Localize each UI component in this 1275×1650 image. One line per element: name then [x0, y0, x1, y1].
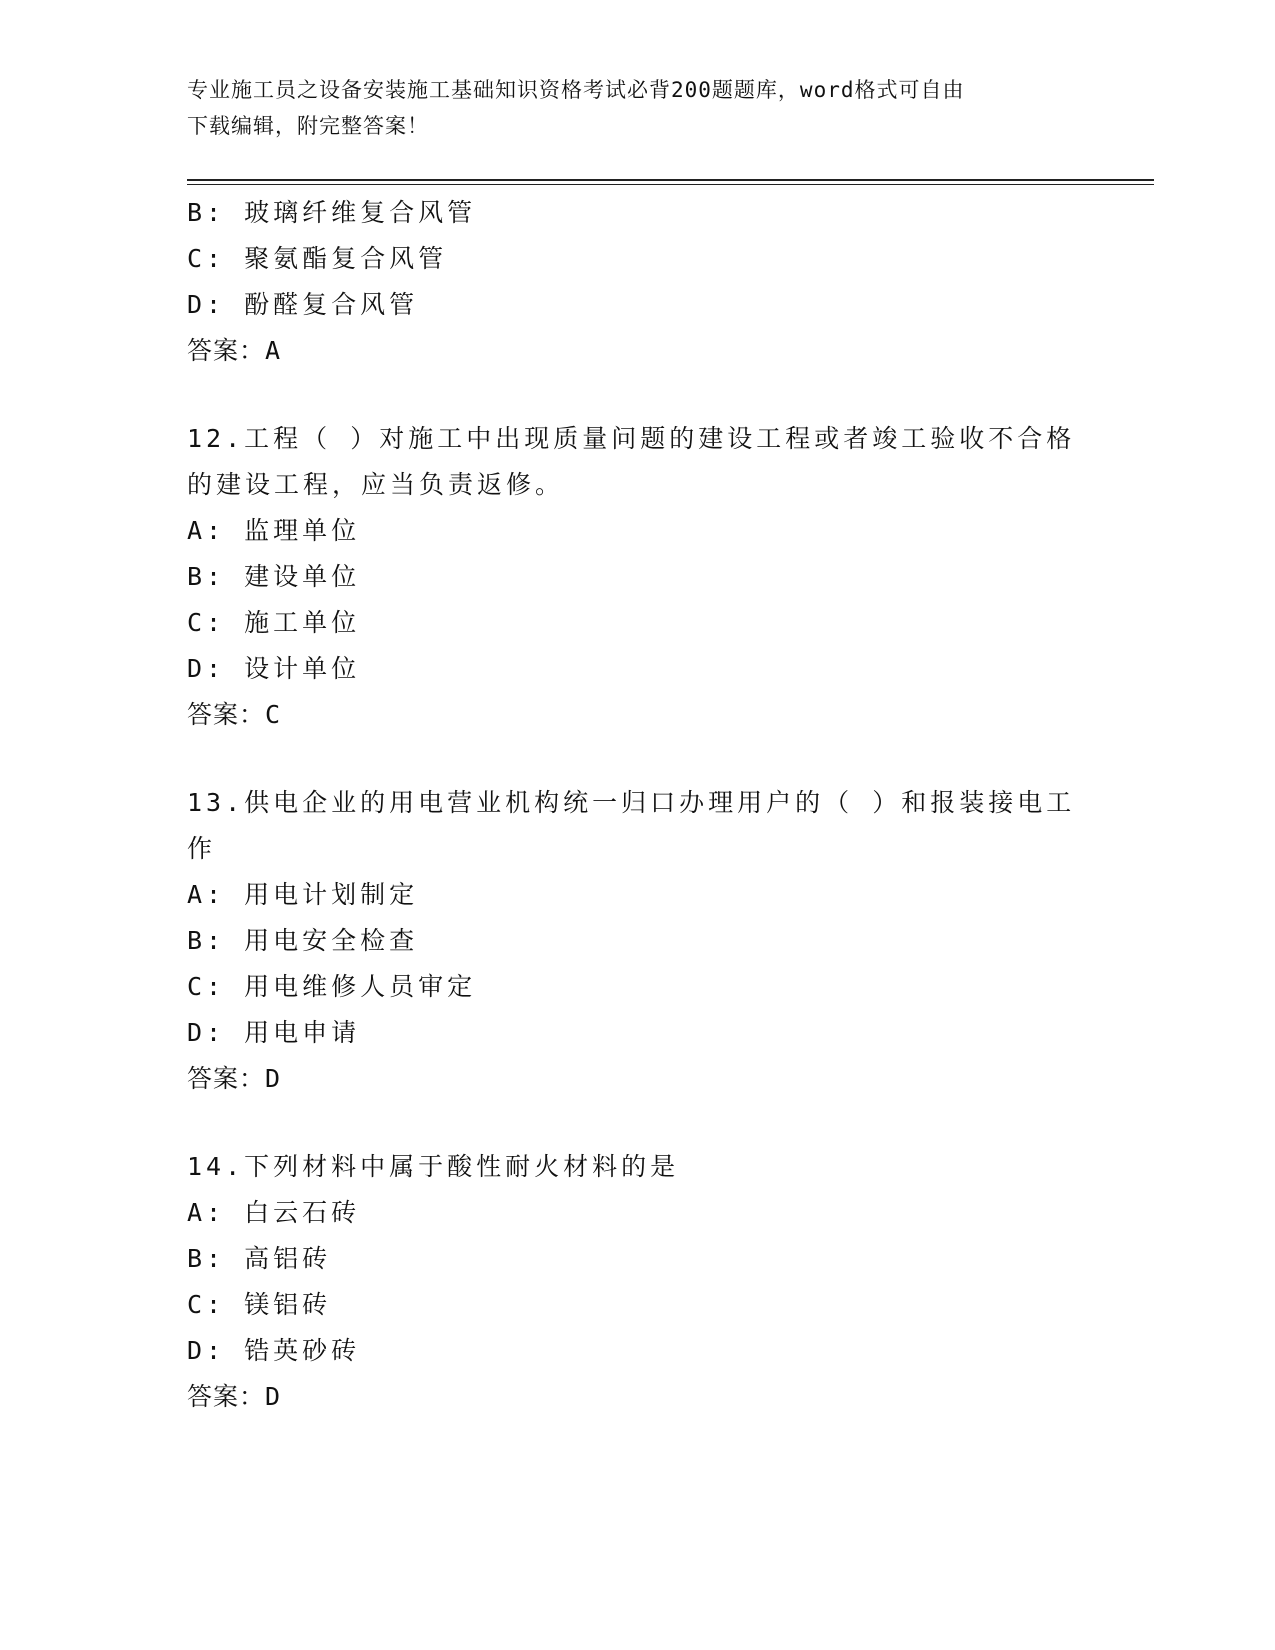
option-letter: C: [187, 972, 226, 1001]
answer-value: C [265, 700, 282, 729]
answer-label: 答案： [187, 1064, 266, 1093]
answer-row [187, 692, 1087, 738]
option-letter: B: [187, 1244, 226, 1273]
question-stem-line: 12.工程（ ）对施工中出现质量问题的建设工程或者竣工验收不合格 [187, 424, 1076, 453]
option-row [187, 1236, 1087, 1282]
question-13 [187, 780, 1087, 1102]
option-text: 锆英砂砖 [244, 1336, 361, 1365]
option-letter: B: [187, 926, 226, 955]
option-text: 监理单位 [244, 516, 361, 545]
option-row [187, 872, 1087, 918]
option-text: 玻璃纤维复合风管 [244, 198, 477, 227]
answer-label: 答案： [187, 700, 266, 729]
option-letter: C: [187, 244, 226, 273]
answer-label: 答案： [187, 336, 266, 365]
option-letter: D: [187, 290, 226, 319]
question-stem-line: 作 [187, 834, 217, 863]
answer-row [187, 328, 1087, 374]
option-letter: D: [187, 1018, 226, 1047]
answer-value: A [265, 336, 282, 365]
header-line-2: 下载编辑，附完整答案！ [187, 114, 429, 138]
option-letter: B: [187, 562, 226, 591]
header-divider-thick [187, 179, 1154, 181]
question-list [187, 190, 1087, 1420]
option-text: 白云石砖 [244, 1198, 361, 1227]
option-text: 高铝砖 [244, 1244, 332, 1273]
header-line-1: 专业施工员之设备安装施工基础知识资格考试必背200题题库，word格式可自由 [187, 78, 965, 102]
option-letter: A: [187, 880, 226, 909]
answer-label: 答案： [187, 1382, 266, 1411]
question-stem-line: 14.下列材料中属于酸性耐火材料的是 [187, 1152, 680, 1181]
option-letter: C: [187, 1290, 226, 1319]
answer-row [187, 1374, 1087, 1420]
question-stem-line: 的建设工程，应当负责返修。 [187, 470, 565, 499]
option-row [187, 1282, 1087, 1328]
option-letter: A: [187, 516, 226, 545]
answer-row [187, 1056, 1087, 1102]
question-12 [187, 416, 1087, 738]
option-row [187, 554, 1087, 600]
option-letter: A: [187, 1198, 226, 1227]
option-text: 酚醛复合风管 [244, 290, 419, 319]
option-row [187, 1190, 1087, 1236]
option-text: 用电维修人员审定 [244, 972, 477, 1001]
question-11-continued [187, 190, 1087, 374]
option-text: 建设单位 [244, 562, 361, 591]
option-letter: B: [187, 198, 226, 227]
option-row [187, 508, 1087, 554]
option-row [187, 964, 1087, 1010]
option-row [187, 1328, 1087, 1374]
question-14 [187, 1144, 1087, 1420]
option-text: 用电安全检查 [244, 926, 419, 955]
option-text: 镁铝砖 [244, 1290, 332, 1319]
spacer [187, 738, 1087, 780]
option-row [187, 282, 1087, 328]
option-row [187, 646, 1087, 692]
option-letter: D: [187, 654, 226, 683]
header-divider-thin [187, 184, 1154, 185]
option-text: 设计单位 [244, 654, 361, 683]
option-row [187, 1010, 1087, 1056]
option-text: 用电申请 [244, 1018, 361, 1047]
answer-value: D [265, 1382, 282, 1411]
option-text: 用电计划制定 [244, 880, 419, 909]
option-text: 施工单位 [244, 608, 361, 637]
spacer [187, 374, 1087, 416]
option-row [187, 236, 1087, 282]
answer-value: D [265, 1064, 282, 1093]
option-row [187, 918, 1087, 964]
option-row [187, 600, 1087, 646]
option-row [187, 190, 1087, 236]
option-text: 聚氨酯复合风管 [244, 244, 448, 273]
question-stem-line: 13.供电企业的用电营业机构统一归口办理用户的（ ）和报装接电工 [187, 788, 1076, 817]
spacer [187, 1102, 1087, 1144]
document-header [187, 72, 1087, 144]
option-letter: D: [187, 1336, 226, 1365]
option-letter: C: [187, 608, 226, 637]
